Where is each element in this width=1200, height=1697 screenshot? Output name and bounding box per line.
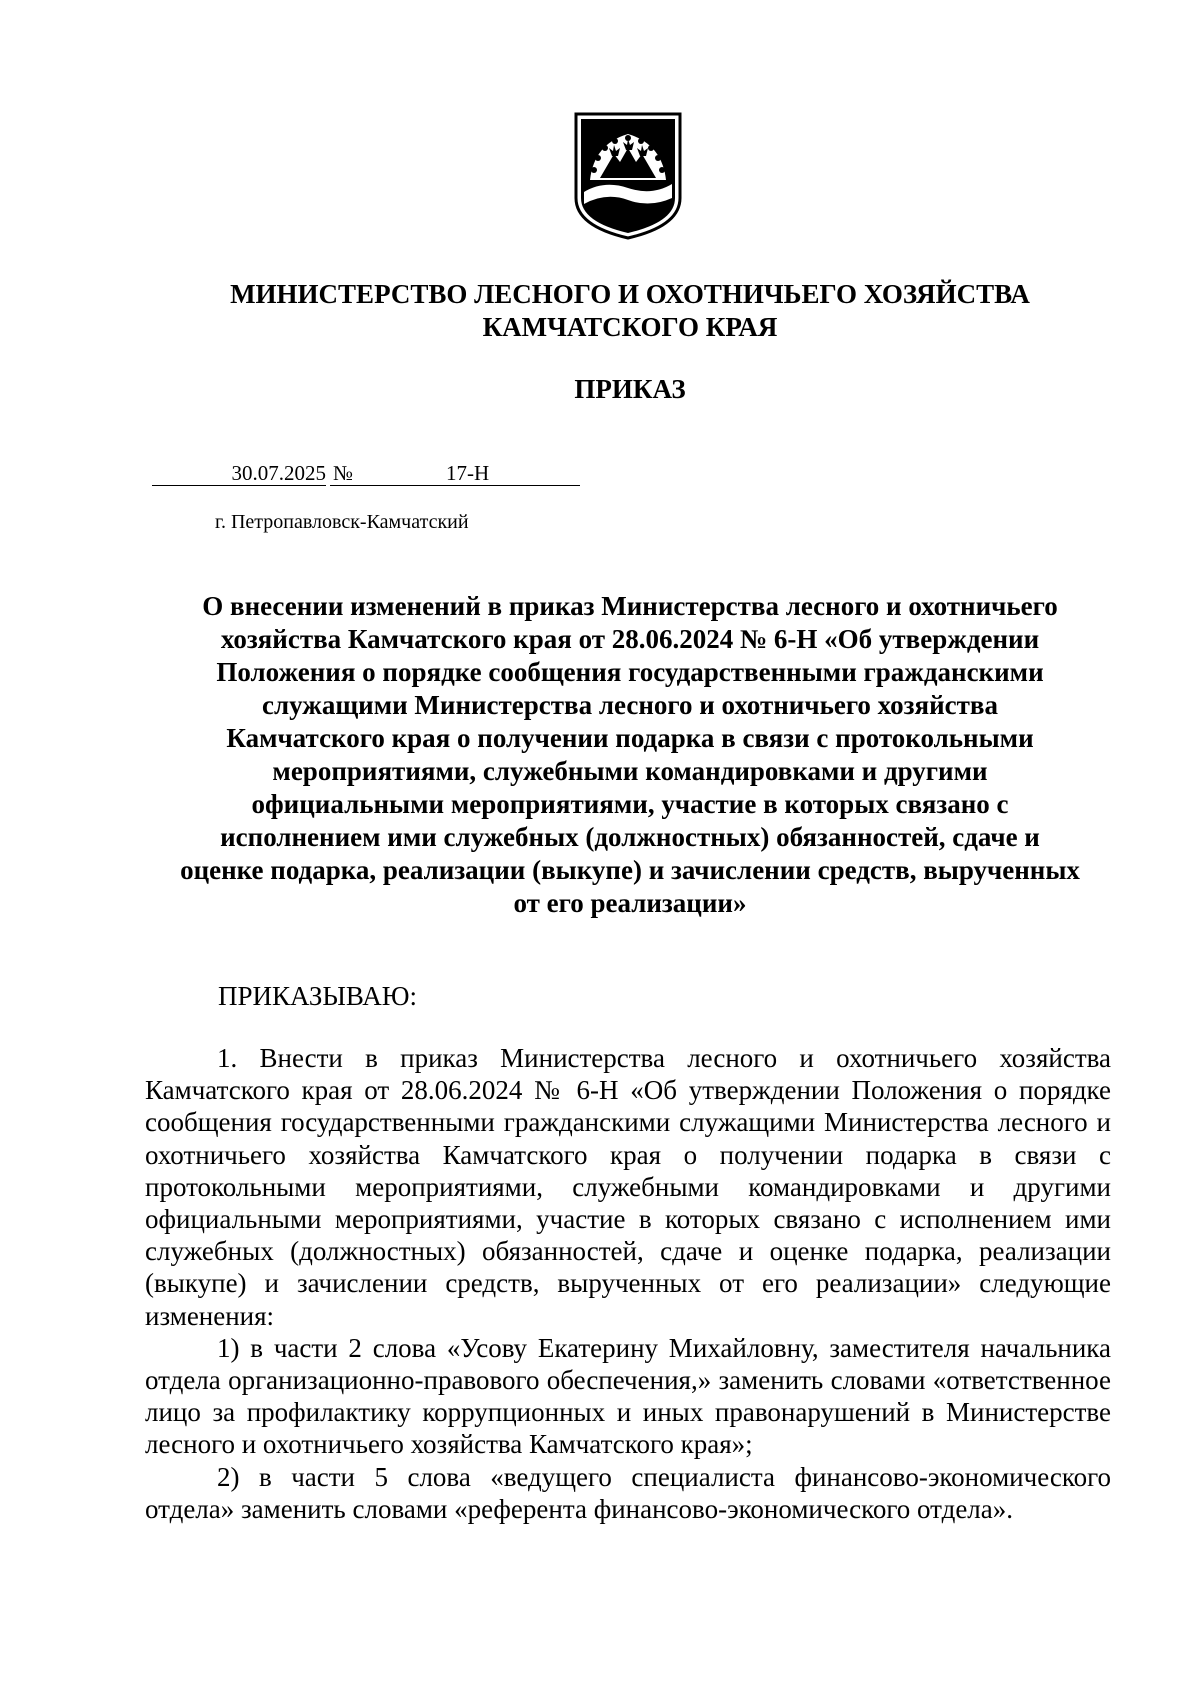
organization-name [150, 278, 1110, 344]
title-line: официальными мероприятиями, участие в которых связано с [251, 789, 1009, 819]
order-word: ПРИКАЗЫВАЮ: [218, 981, 417, 1011]
body-paragraph-1: 1. Внести в приказ Министерства лесного и охотничьего хозяйства Камчатского края от 28.06.2024 № 6-Н «Об утверждении Положения о порядке сообщения государственными гражданскими служащими Министерства лесного и охотничьего хозяйства Камчатского края о получении подарка в связи с протокольными мероприятиями, служебными командировками и другими официальными мероприятиями, участие в которых связано с исполнением ими служебных (должностных) обязанностей, сдаче и оценке подарка, реализации (выкупе) и зачислении средств, вырученных от его реализации» следующие изменения: [145, 1043, 1111, 1331]
document-type: ПРИКАЗ [574, 374, 686, 404]
title-line: О внесении изменений в приказ Министерства лесного и охотничьего [202, 591, 1058, 621]
organization-line-2: КАМЧАТСКОГО КРАЯ [482, 312, 778, 342]
document-number: 17-Н [446, 461, 490, 485]
title-line: хозяйства Камчатского края от 28.06.2024 № 6-Н «Об утверждении [220, 624, 1040, 654]
document-date: 30.07.2025 [152, 460, 326, 486]
kamchatka-coat-of-arms-icon [572, 110, 684, 242]
document-body [145, 1042, 1111, 1525]
title-line: Камчатского края о получении подарка в связи с протокольными [226, 723, 1034, 753]
document-number-field [330, 460, 580, 486]
title-line: мероприятиями, служебными командировками и другими [272, 756, 988, 786]
organization-line-1: МИНИСТЕРСТВО ЛЕСНОГО И ОХОТНИЧЬЕГО ХОЗЯЙСТВА [230, 279, 1030, 309]
body-paragraph-2: 1) в части 2 слова «Усову Екатерину Михайловну, заместителя начальника отдела организационно-правового обеспечения,» заменить словами «ответственное лицо за профилактику коррупционных и иных правонарушений в Министерстве лесного и охотничьего хозяйства Камчатского края»; [145, 1332, 1111, 1460]
body-paragraph-3: 2) в части 5 слова «ведущего специалиста финансово-экономического отдела» заменить словами «референта финансово-экономического отдела». [145, 1461, 1111, 1524]
document-title [150, 590, 1110, 920]
number-sign: № [332, 461, 354, 485]
city: г. Петропавловск-Камчатский [215, 511, 469, 533]
title-line: служащими Министерства лесного и охотничьего хозяйства [262, 690, 998, 720]
title-line: Положения о порядке сообщения государственными гражданскими [216, 657, 1044, 687]
title-line: оценке подарка, реализации (выкупе) и зачислении средств, вырученных [180, 855, 1080, 885]
title-line: от его реализации» [513, 888, 747, 918]
title-line: исполнением ими служебных (должностных) обязанностей, сдаче и [220, 822, 1040, 852]
